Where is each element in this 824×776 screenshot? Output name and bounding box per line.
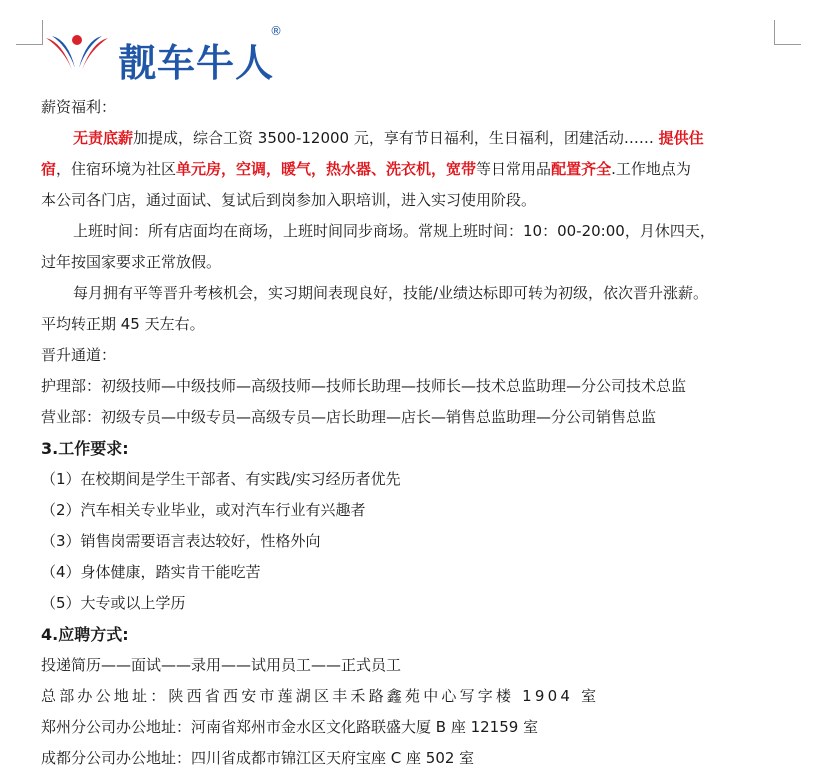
margin-corner-mark	[774, 20, 801, 45]
salary-paragraph-line-3: 本公司各门店，通过面试、复试后到岗参加入职培训，进入实习使用阶段。	[41, 191, 537, 209]
work-hours-line-1: 上班时间：所有店面均在商场，上班时间同步商场。常规上班时间：10：00-20:00，月休四天，	[73, 222, 715, 240]
logo-text: 靓车牛人	[118, 41, 275, 85]
document-body	[41, 92, 786, 774]
body-text: 等日常用品	[476, 160, 552, 178]
work-hours-line-2: 过年按国家要求正常放假。	[41, 253, 222, 271]
requirements-heading: 3.工作要求:	[41, 439, 129, 458]
salary-title: 薪资福利：	[41, 98, 117, 116]
salary-paragraph-line-2	[41, 154, 786, 185]
requirement-item: （5）大专或以上学历	[41, 594, 186, 612]
body-text: 加提成，综合工资 3500-12000 元，享有节日福利，生日福利，团建活动……	[133, 129, 659, 147]
zhengzhou-address: 郑州分公司办公地址：河南省郑州市金水区文化路联盛大厦 B 座 12159 室	[41, 718, 539, 736]
chengdu-address: 成都分公司办公地址：四川省成都市锦江区天府宝座 C 座 502 室	[41, 749, 475, 767]
body-text: ，住宿环境为社区	[56, 160, 177, 178]
sales-dept-path: 营业部：初级专员—中级专员—高级专员—店长助理—店长—销售总监助理—分公司销售总监	[41, 408, 657, 426]
highlight-text: 无责底薪	[73, 129, 134, 147]
highlight-text: 提供住	[658, 129, 704, 147]
requirement-item: （3）销售岗需要语言表达较好，性格外向	[41, 532, 321, 550]
promotion-line-2: 平均转正期 45 天左右。	[41, 315, 205, 333]
body-text: .工作地点为	[611, 160, 691, 178]
registered-mark: ®	[270, 24, 282, 38]
requirement-item: （2）汽车相关专业毕业，或对汽车行业有兴趣者	[41, 501, 366, 519]
requirement-item: （1）在校期间是学生干部者、有实践/实习经历者优先	[41, 470, 401, 488]
highlight-text: 配置齐全	[551, 160, 612, 178]
nursing-dept-path: 护理部：初级技师—中级技师—高级技师—技师长助理—技师长—技术总监助理—分公司技术总监	[41, 377, 687, 395]
highlight-text: 单元房，空调，暖气，热水器、洗衣机，宽带	[176, 160, 477, 178]
highlight-text: 宿	[41, 160, 57, 178]
margin-corner-mark	[16, 20, 43, 45]
hq-address: 总部办公地址：陕西省西安市莲湖区丰禾路鑫苑中心写字楼 1904 室	[41, 687, 600, 705]
hiring-process: 投递简历——面试——录用——试用员工——正式员工	[41, 656, 402, 674]
requirement-item: （4）身体健康，踏实肯干能吃苦	[41, 563, 261, 581]
promotion-channel-title: 晋升通道：	[41, 346, 117, 364]
logo-mark-icon	[42, 28, 112, 78]
salary-paragraph-line-1	[41, 123, 786, 154]
company-logo	[42, 22, 302, 85]
application-heading: 4.应聘方式:	[41, 625, 129, 644]
promotion-line-1: 每月拥有平等晋升考核机会，实习期间表现良好，技能/业绩达标即可转为初级，依次晋升涨薪。	[73, 284, 709, 302]
